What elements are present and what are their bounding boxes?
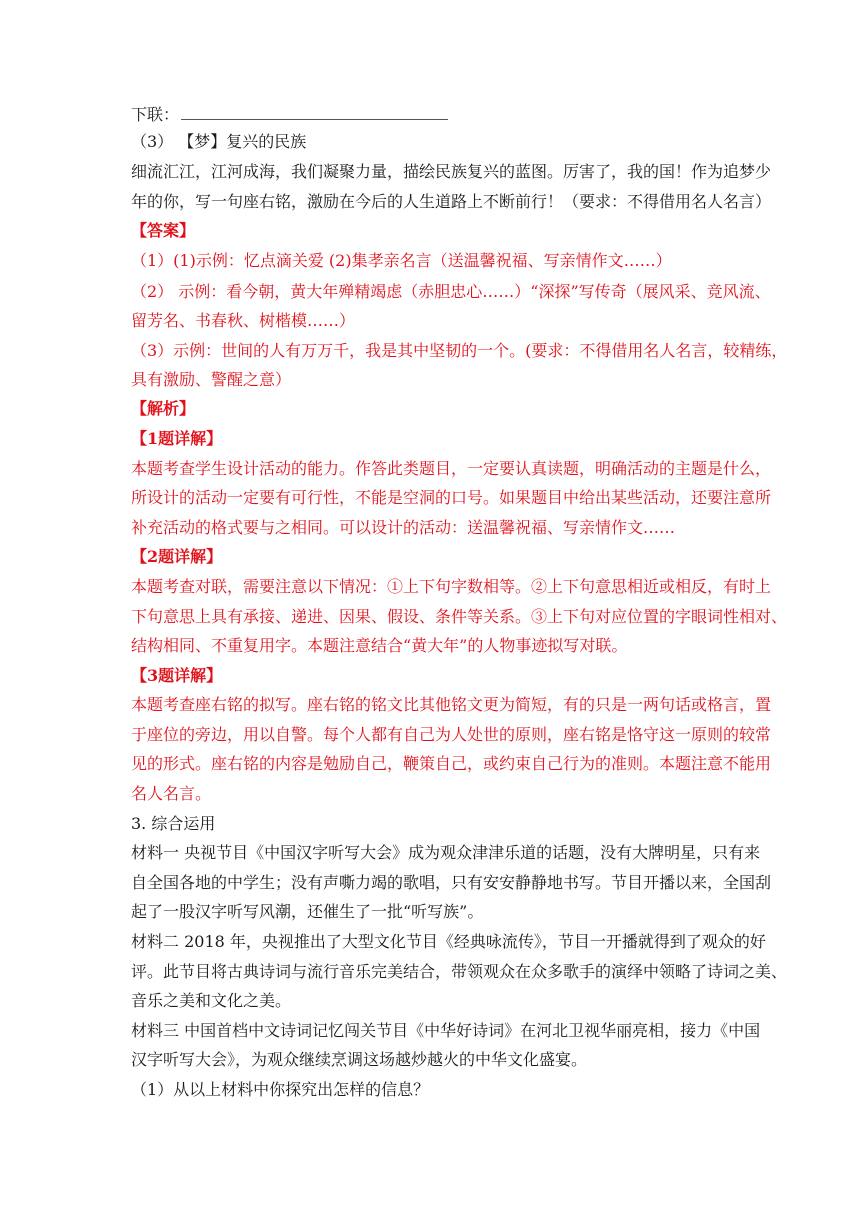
detail-2-heading: 【2题详解】: [131, 547, 223, 566]
detail-1-line-3: 补充活动的格式要与之相同。可以设计的活动：送温馨祝福、写亲情作文……: [131, 518, 676, 537]
section-3-title: 3. 综合运用: [131, 814, 216, 833]
material-2-line-1: 材料二 2018 年，央视推出了大型文化节目《经典咏流传》，节目一开播就得到了观众的好: [131, 932, 766, 951]
material-1-line-1: 材料一 央视节目《中国汉字听写大会》成为观众津津乐道的话题，没有大牌明星，只有来: [131, 843, 761, 862]
answer-blank-line: [181, 119, 448, 120]
detail-2-line-1: 本题考查对联，需要注意以下情况：①上下句字数相等。②上下句意思相近或相反，有时上: [131, 577, 772, 596]
material-2-line-2: 评。此节目将古典诗词与流行音乐完美结合，带领观众在众多歌手的演绎中领略了诗词之美、: [131, 962, 788, 981]
detail-3-line-4: 名人名言。: [131, 784, 212, 803]
xialian-label: 下联：: [131, 105, 180, 124]
detail-3-line-3: 见的形式。座右铭的内容是勉励自己，鞭策自己，或约束自己行为的准则。本题注意不能用: [131, 754, 772, 773]
detail-1-line-1: 本题考查学生设计活动的能力。作答此类题目，一定要认真读题，明确活动的主题是什么，: [131, 459, 772, 478]
detail-1-line-2: 所设计的活动一定要有可行性，不能是空洞的口号。如果题目中给出某些活动，还要注意所: [131, 488, 772, 507]
material-3-line-2: 汉字听写大会》，为观众继续烹调这场越炒越火的中华文化盛宴。: [131, 1050, 588, 1069]
detail-2-line-3: 结构相同、不重复用字。本题注意结合“黄大年”的人物事迹拟写对联。: [131, 636, 628, 655]
answer-heading: 【答案】: [131, 221, 196, 240]
question-text-line-1: 细流汇江，江河成海，我们凝聚力量，描绘民族复兴的蓝图。厉害了，我的国！作为追梦少: [131, 162, 772, 181]
detail-2-line-2: 下句意思上具有承接、递进、因果、假设、条件等关系。③上下句对应位置的字眼词性相对、: [131, 607, 788, 626]
answer-2-line-1: （2） 示例：看今朝，黄大年殚精竭虑（赤胆忠心……）“深探”写传奇（展风采、竞风流、: [131, 282, 771, 301]
material-2-line-3: 音乐之美和文化之美。: [131, 991, 292, 1010]
answer-3-line-1: （3）示例：世间的人有万万千，我是其中坚韧的一个。(要求：不得借用名人名言，较精练，: [131, 341, 788, 360]
analysis-heading: 【解析】: [131, 399, 196, 418]
sub-question-1: （1）从以上材料中你探究出怎样的信息？: [131, 1080, 430, 1099]
question-3-title: （3） 【梦】复兴的民族: [131, 132, 307, 151]
detail-3-heading: 【3题详解】: [131, 666, 223, 685]
answer-2-line-2: 留芳名、书春秋、树楷模……）: [131, 311, 356, 330]
answer-1: （1）(1)示例：忆点滴关爱 (2)集孝亲名言（送温馨祝福、写亲情作文……）: [131, 251, 672, 270]
question-text-line-2: 年的你，写一句座右铭，激励在今后的人生道路上不断前行！（要求：不得借用名人名言）: [131, 192, 772, 211]
detail-3-line-2: 于座位的旁边，用以自警。每个人都有自己为人处世的原则，座右铭是恪守这一原则的较常: [131, 725, 772, 744]
material-1-line-3: 起了一股汉字听写风潮，还催生了一批“听写族”。: [131, 902, 484, 921]
material-1-line-2: 自全国各地的中学生；没有声嘶力竭的歌唱，只有安安静静地书写。节目开播以来，全国刮: [131, 873, 772, 892]
answer-3-line-2: 具有激励、警醒之意）: [131, 370, 292, 389]
detail-3-line-1: 本题考查座右铭的拟写。座右铭的铭文比其他铭文更为简短，有的只是一两句话或格言，置: [131, 695, 772, 714]
material-3-line-1: 材料三 中国首档中文诗词记忆闯关节目《中华好诗词》在河北卫视华丽亮相，接力《中国: [131, 1021, 761, 1040]
detail-1-heading: 【1题详解】: [131, 429, 223, 448]
